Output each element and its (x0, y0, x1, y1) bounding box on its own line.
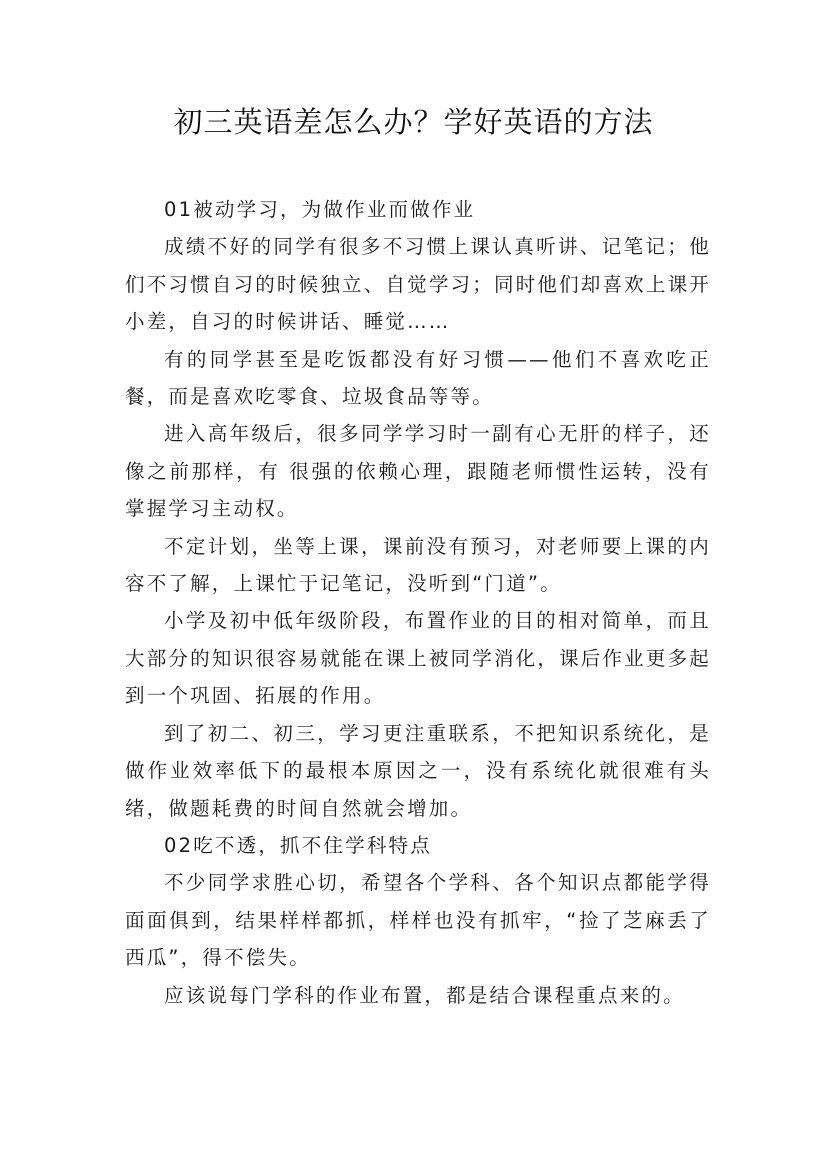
paragraph: 应该说每门学科的作业布置，都是结合课程重点来的。 (164, 983, 685, 1007)
paragraph: 到了初二、初三，学习更注重联系，不把知识系统化，是做作业效率低下的最根本原因之一，没有系统化就很难有头绪，做题耗费的时间自然就会增加。 (125, 721, 711, 820)
section-heading-01: 01被动学习，为做作业而做作业 (164, 198, 476, 221)
section-heading-02: 02吃不透，抓不住学科特点 (164, 833, 432, 857)
paragraph: 小学及初中低年级阶段，布置作业的目的相对简单，而且大部分的知识很容易就能在课上被同学消化，课后作业更多起到一个巩固、拓展的作用。 (125, 609, 711, 708)
paragraph: 不定计划，坐等上课，课前没有预习，对老师要上课的内容不了解，上课忙于记笔记，没听到“门道”。 (125, 534, 711, 596)
document-body (125, 191, 711, 1014)
paragraph: 成绩不好的同学有很多不习惯上课认真听讲、记笔记；他们不习惯自习的时候独立、自觉学习；同时他们却喜欢上课开小差，自习的时候讲话、睡觉…… (125, 235, 711, 334)
document-title: 初三英语差怎么办？学好英语的方法 (173, 105, 654, 139)
paragraph: 有的同学甚至是吃饭都没有好习惯——他们不喜欢吃正餐，而是喜欢吃零食、垃圾食品等等。 (125, 347, 711, 409)
paragraph: 进入高年级后，很多同学学习时一副有心无肝的样子，还像之前那样，有 很强的依赖心理，跟随老师惯性运转，没有掌握学习主动权。 (125, 422, 711, 521)
paragraph: 不少同学求胜心切，希望各个学科、各个知识点都能学得面面俱到，结果样样都抓，样样也没有抓牢，“捡了芝麻丢了西瓜”，得不偿失。 (125, 871, 711, 970)
